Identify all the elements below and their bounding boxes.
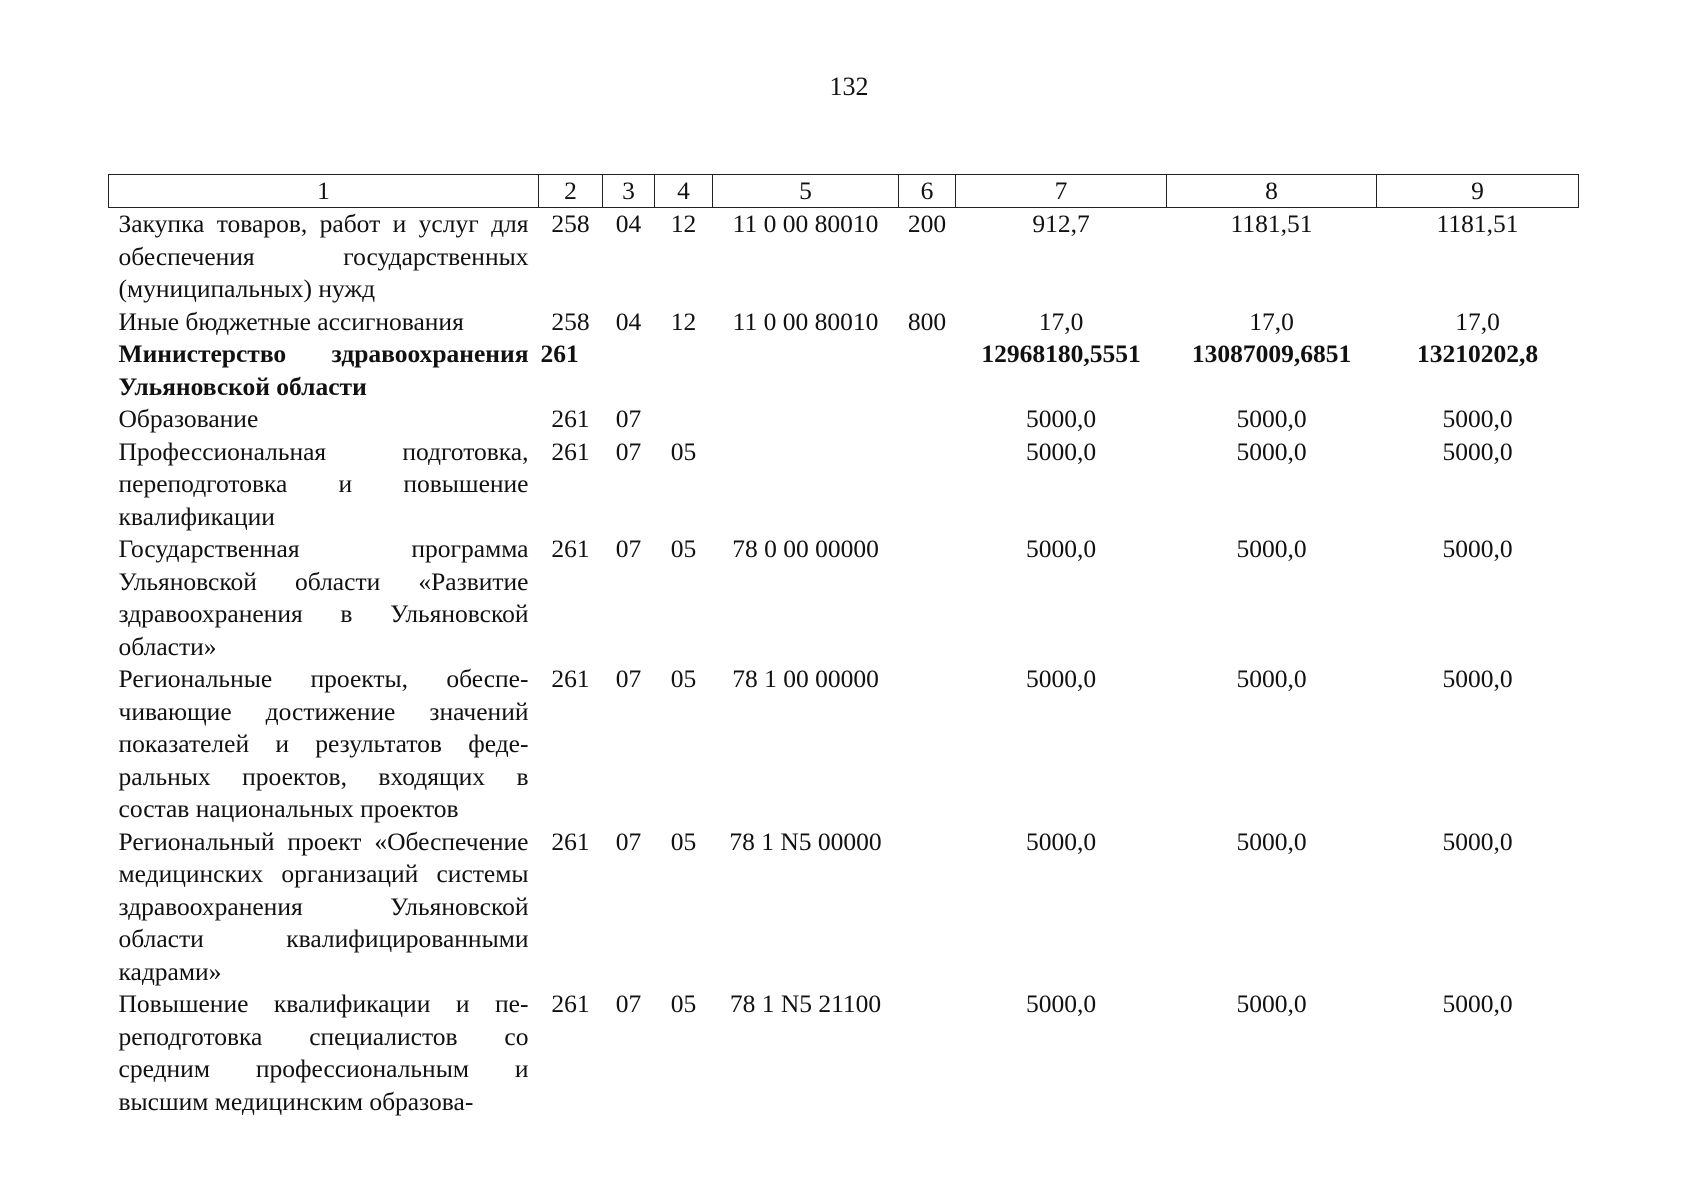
amount-col8-cell: 5000,0 bbox=[1236, 436, 1307, 466]
amount-col8-cell: 17,0 bbox=[1249, 306, 1294, 336]
admin-code-cell: 261 bbox=[551, 404, 590, 433]
amount-col9-cell: 5000,0 bbox=[1442, 989, 1513, 1018]
amount-col9-cell: 17,0 bbox=[1455, 306, 1500, 336]
column-header: 1 bbox=[109, 175, 539, 208]
admin-code-cell: 258 bbox=[551, 209, 590, 238]
amount-col9-cell: 1181,51 bbox=[1436, 209, 1519, 238]
amount-col9-cell: 5000,0 bbox=[1442, 826, 1513, 856]
column-header: 7 bbox=[956, 175, 1167, 208]
amount-col8-cell: 13087009,6851 bbox=[1191, 339, 1352, 368]
table-row bbox=[109, 826, 1579, 989]
table-row bbox=[109, 208, 1579, 306]
admin-code-cell: 261 bbox=[540, 339, 579, 368]
subsection-cell: 12 bbox=[670, 209, 697, 238]
subsection-cell: 05 bbox=[670, 436, 697, 466]
row-name-cell: Профессиональная подготовка, переподготовка и повышение квалификации bbox=[118, 436, 529, 531]
admin-code-cell: 261 bbox=[551, 826, 590, 856]
table-row bbox=[109, 988, 1579, 1118]
amount-col7-cell: 5000,0 bbox=[1025, 436, 1097, 466]
target-article-cell bbox=[713, 436, 899, 534]
expense-type-cell: 800 bbox=[907, 306, 947, 336]
expense-type-cell bbox=[899, 988, 956, 1118]
target-article-cell: 11 0 00 80010 bbox=[732, 306, 879, 336]
table-body bbox=[109, 208, 1579, 1119]
table-row bbox=[109, 403, 1579, 436]
column-header: 4 bbox=[655, 175, 713, 208]
expense-type-cell bbox=[899, 338, 956, 403]
section-cell: 07 bbox=[615, 404, 642, 433]
amount-col7-cell: 5000,0 bbox=[1025, 664, 1097, 693]
table-row bbox=[109, 663, 1579, 826]
target-article-cell: 11 0 00 80010 bbox=[732, 209, 879, 238]
subsection-cell bbox=[655, 338, 713, 403]
amount-col9-cell: 5000,0 bbox=[1442, 436, 1513, 466]
amount-col8-cell: 1181,51 bbox=[1230, 209, 1313, 238]
admin-code-cell: 258 bbox=[551, 306, 590, 336]
row-name-cell: Иные бюджетные ассигнования bbox=[118, 306, 464, 336]
amount-col9-cell: 5000,0 bbox=[1442, 534, 1513, 563]
amount-col8-cell: 5000,0 bbox=[1236, 989, 1307, 1018]
amount-col7-cell: 5000,0 bbox=[1025, 404, 1097, 433]
amount-col9-cell: 13210202,8 bbox=[1416, 339, 1539, 368]
row-name-cell: Повышение квалификации и переподготовка специалистов со средним профессиональным и высшим медицинским образова- bbox=[118, 989, 529, 1116]
section-cell: 04 bbox=[615, 306, 642, 336]
row-name-cell: Региональные проекты, обеспечивающие достижение значений показателей и результатов федеральных проектов, входящих в состав национальных проектов bbox=[118, 664, 529, 823]
amount-col8-cell: 5000,0 bbox=[1236, 404, 1307, 433]
amount-col7-cell: 5000,0 bbox=[1025, 989, 1097, 1018]
table-row bbox=[109, 306, 1579, 339]
target-article-cell bbox=[713, 338, 899, 403]
table-row bbox=[109, 436, 1579, 534]
admin-code-cell: 261 bbox=[551, 534, 590, 563]
subsection-cell: 05 bbox=[670, 664, 697, 693]
amount-col7-cell: 5000,0 bbox=[1025, 826, 1097, 856]
expense-type-cell: 200 bbox=[907, 209, 947, 238]
amount-col7-cell: 5000,0 bbox=[1025, 534, 1097, 563]
section-cell: 04 bbox=[615, 209, 642, 238]
admin-code-cell: 261 bbox=[551, 989, 590, 1018]
amount-col7-cell: 912,7 bbox=[1032, 209, 1090, 238]
amount-col9-cell: 5000,0 bbox=[1442, 664, 1513, 693]
target-article-cell bbox=[713, 403, 899, 436]
section-cell: 07 bbox=[615, 534, 642, 563]
admin-code-cell: 261 bbox=[551, 664, 590, 693]
amount-col8-cell: 5000,0 bbox=[1236, 826, 1307, 856]
subsection-cell bbox=[655, 403, 713, 436]
target-article-cell: 78 1 N5 21100 bbox=[729, 989, 882, 1018]
target-article-cell: 78 0 00 00000 bbox=[732, 534, 879, 563]
column-number-header-row bbox=[109, 175, 1579, 208]
row-name-cell: Региональный проект «Обеспечение медицинских организаций системы здравоохранения Ульяновской области квалифицированными кадрами» bbox=[118, 826, 529, 986]
expense-type-cell bbox=[899, 826, 956, 989]
section-cell: 07 bbox=[615, 989, 642, 1018]
column-header: 2 bbox=[539, 175, 603, 208]
row-name-cell: Закупка товаров, работ и услуг для обеспечения государственных (муниципальных) нужд bbox=[118, 209, 529, 303]
row-name-cell: Министерство здравоохранения Ульяновской области bbox=[118, 339, 529, 401]
subsection-cell: 05 bbox=[670, 534, 697, 563]
column-header: 3 bbox=[603, 175, 655, 208]
section-cell: 07 bbox=[615, 664, 642, 693]
table-row bbox=[109, 533, 1579, 663]
budget-table bbox=[108, 174, 1579, 1118]
subsection-cell: 05 bbox=[670, 989, 697, 1018]
row-name-cell: Государственная программа Ульяновской области «Развитие здравоохранения в Ульяновской области» bbox=[118, 534, 529, 661]
page-number: 132 bbox=[829, 72, 869, 101]
expense-type-cell bbox=[899, 403, 956, 436]
section-cell: 07 bbox=[615, 826, 642, 856]
target-article-cell: 78 1 00 00000 bbox=[732, 664, 879, 693]
amount-col7-cell: 12968180,5551 bbox=[981, 339, 1141, 368]
amount-col7-cell: 17,0 bbox=[1038, 306, 1084, 336]
amount-col8-cell: 5000,0 bbox=[1236, 664, 1307, 693]
expense-type-cell bbox=[899, 436, 956, 534]
expense-type-cell bbox=[899, 533, 956, 663]
subsection-cell: 05 bbox=[670, 826, 697, 856]
subsection-cell: 12 bbox=[670, 306, 697, 336]
section-cell bbox=[603, 338, 655, 403]
admin-code-cell: 261 bbox=[551, 436, 590, 466]
target-article-cell: 78 1 N5 00000 bbox=[729, 826, 882, 856]
column-header: 8 bbox=[1167, 175, 1377, 208]
amount-col9-cell: 5000,0 bbox=[1442, 404, 1513, 433]
row-name-cell: Образование bbox=[118, 404, 259, 433]
amount-col8-cell: 5000,0 bbox=[1236, 534, 1307, 563]
column-header: 6 bbox=[899, 175, 956, 208]
column-header: 5 bbox=[713, 175, 899, 208]
column-header: 9 bbox=[1377, 175, 1579, 208]
section-cell: 07 bbox=[615, 436, 642, 466]
table-row bbox=[109, 338, 1579, 403]
expense-type-cell bbox=[899, 663, 956, 826]
